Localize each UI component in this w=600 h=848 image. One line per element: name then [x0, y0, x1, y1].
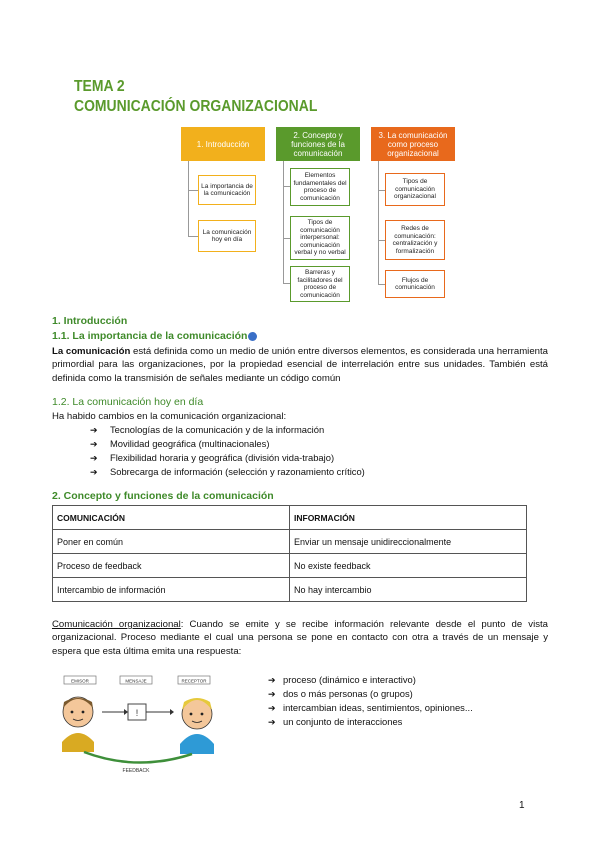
emisor-label: EMISOR [71, 678, 89, 684]
section-1-1-heading: 1.1. La importancia de la comunicación [52, 330, 257, 342]
diagram-item-types: Tipos de comunicación interpersonal: comunicación verbal y no verbal [290, 216, 350, 260]
page-number: 1 [519, 800, 525, 811]
speech-bubble-icon [248, 332, 257, 341]
section-2-heading: 2. Concepto y funciones de la comunicación [52, 490, 274, 502]
receiver-person-icon [180, 698, 214, 754]
document-title-line1: TEMA 2 [74, 78, 125, 95]
diagram-item-flows: Flujos de comunicación [385, 270, 445, 298]
list-item: ➔ Movilidad geográfica (multinacionales) [90, 438, 270, 449]
communication-process-illustration [52, 672, 242, 774]
section-1-heading: 1. Introducción [52, 315, 128, 327]
paragraph-org-communication: Comunicación organizacional: Cuando se emite y se recibe información relevante desde el punto de vista organizacional. Proceso mediante el cual una persona se pone en contacto con otra a través de un mensaje y espera que esta última emita una respuesta: [52, 619, 548, 657]
message-icon [102, 704, 174, 720]
table-row [53, 554, 527, 578]
table-cell: No hay intercambio [290, 578, 527, 602]
feedback-label: FEEDBACK [122, 768, 150, 774]
process-list [268, 673, 473, 729]
feedback-arrow-icon [84, 752, 192, 763]
list-item: ➔ Tecnologías de la comunicación y de la información [90, 424, 325, 435]
diagram-item-barriers: Barreras y facilitadores del proceso de comunicación [290, 266, 350, 302]
list-item: ➔ Flexibilidad horaria y geográfica (división vida-trabajo) [90, 452, 335, 463]
sender-person-icon [62, 697, 94, 752]
table-header: COMUNICACIÓN [53, 506, 290, 530]
diagram-header-intro: 1. Introducción [181, 127, 265, 161]
table-header: INFORMACIÓN [290, 506, 527, 530]
diagram-item-elements: Elementos fundamentales del proceso de comunicación [290, 168, 350, 206]
diagram-header-concept: 2. Concepto y funciones de la comunicación [276, 127, 360, 161]
table-cell: Proceso de feedback [53, 554, 290, 578]
table-cell: No existe feedback [290, 554, 527, 578]
receptor-label: RECEPTOR [181, 678, 207, 684]
table-row [53, 578, 527, 602]
diagram-item-today: La comunicación hoy en día [198, 220, 256, 252]
comparison-table [52, 505, 527, 602]
list-item: ➔ dos o más personas (o grupos) [268, 688, 413, 699]
paragraph-importance: La comunicación está definida como un medio de unión entre diversos elementos, es considerada una herramienta primordial para las organizaciones, por la propiedad esencial de interrelación entre sus unidades. También está definida como la transmisión de señales mediante un código común [52, 346, 548, 384]
diagram-item-org-types: Tipos de comunicación organizacional [385, 173, 445, 206]
table-row [53, 530, 527, 554]
table-cell: Poner en común [53, 530, 290, 554]
list-item: ➔ intercambian ideas, sentimientos, opiniones... [268, 702, 473, 713]
table-cell: Enviar un mensaje unidireccionalmente [290, 530, 527, 554]
document-title-line2: COMUNICACIÓN ORGANIZACIONAL [74, 98, 318, 115]
table-header-row [53, 506, 527, 530]
changes-list [90, 423, 365, 479]
svg-text:!: ! [135, 708, 139, 718]
section-1-2-heading: 1.2. La comunicación hoy en día [52, 396, 204, 408]
list-item: ➔ Sobrecarga de información (selección y razonamiento crítico) [90, 466, 365, 477]
diagram-item-importance: La importancia de la comunicación [198, 175, 256, 205]
changes-intro: Ha habido cambios en la comunicación organizacional: [52, 411, 287, 422]
diagram-item-networks: Redes de comunicación: centralización y formalización [385, 220, 445, 260]
list-item: ➔ proceso (dinámico e interactivo) [268, 674, 416, 685]
list-item: ➔ un conjunto de interacciones [268, 716, 403, 727]
diagram-header-process: 3. La comunicación como proceso organizacional [371, 127, 455, 161]
table-cell: Intercambio de información [53, 578, 290, 602]
mensaje-label: MENSAJE [125, 678, 147, 684]
